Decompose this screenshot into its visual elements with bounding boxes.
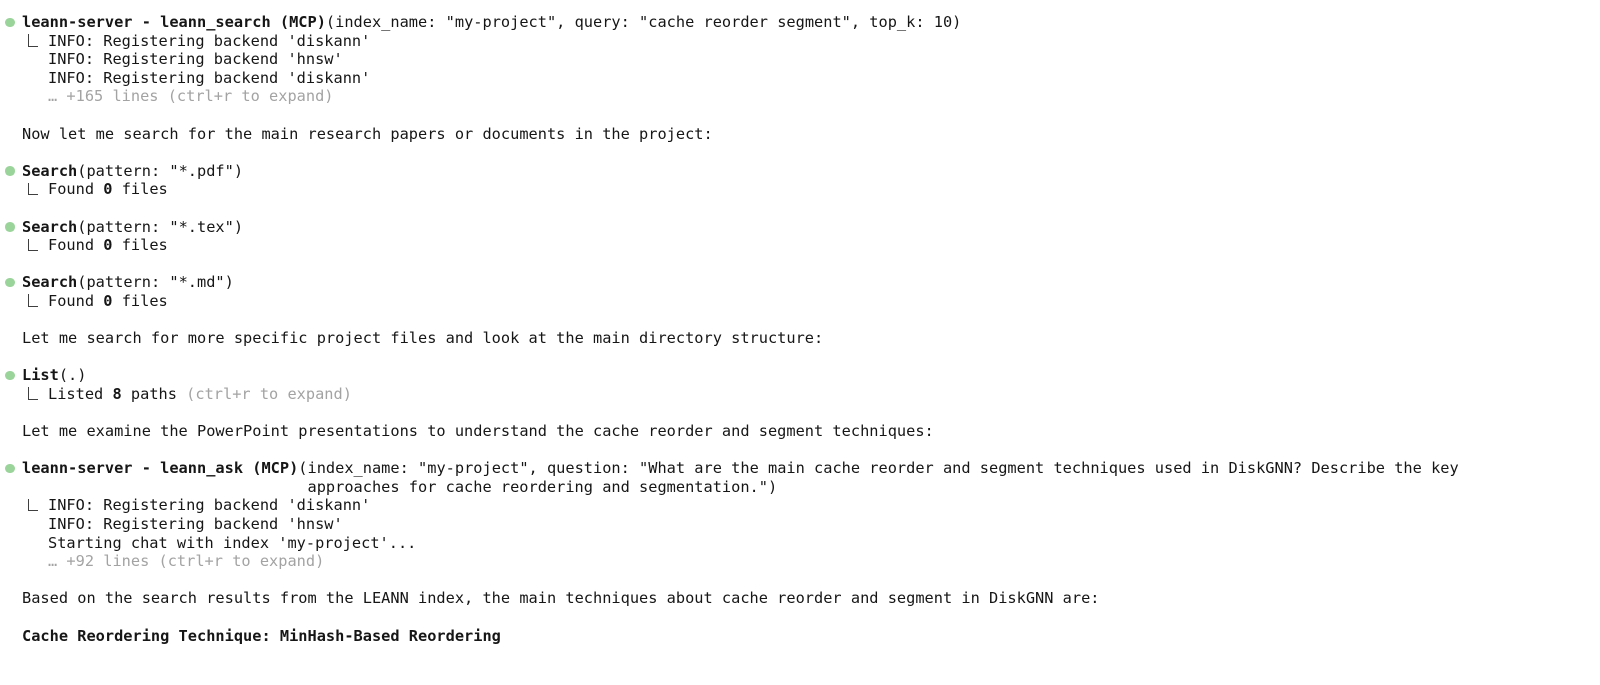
assistant-message	[22, 589, 1590, 608]
tool-header	[22, 13, 1590, 32]
tool-call-block	[22, 218, 1590, 255]
assistant-message-text: Let me search for more specific project files and look at the main directory structure:	[22, 329, 824, 348]
tool-header	[22, 459, 1590, 478]
assistant-message-text: Based on the search results from the LEANN index, the main techniques about cache reorder and segment in DiskGNN are:	[22, 589, 1100, 608]
text-segment: Found	[48, 180, 104, 199]
text-segment: INFO: Registering backend 'diskann'	[48, 31, 371, 50]
text-segment: files	[112, 180, 168, 199]
tool-status-icon	[5, 166, 15, 176]
assistant-message	[22, 329, 1590, 348]
tool-header	[22, 162, 1590, 181]
assistant-message-text: Let me examine the PowerPoint presentations to understand the cache reorder and segment techniques:	[22, 422, 934, 441]
text-segment: 0	[103, 180, 113, 199]
text-segment: Found	[48, 291, 104, 310]
expand-hint: (ctrl+r to expand)	[186, 384, 352, 403]
tool-name: Search	[22, 161, 78, 180]
text-segment: Starting chat with index 'my-project'...	[48, 533, 417, 552]
assistant-message	[22, 627, 1590, 646]
assistant-message	[22, 422, 1590, 441]
expand-hint: … +165 lines (ctrl+r to expand)	[48, 87, 334, 106]
tool-name: Search	[22, 217, 78, 236]
text-segment: Found	[48, 236, 104, 255]
tool-header	[22, 273, 1590, 292]
result-connector-icon	[28, 499, 38, 512]
tool-status-icon	[5, 371, 15, 381]
expand-hint: … +92 lines (ctrl+r to expand)	[48, 552, 325, 571]
result-connector-icon	[28, 34, 38, 47]
tool-result-line	[22, 496, 1590, 515]
tool-call-block	[22, 273, 1590, 310]
text-segment: files	[112, 291, 168, 310]
tool-status-icon	[5, 222, 15, 232]
tool-args: (index_name: "my-project", question: "What are the main cache reorder and segment techniques used in DiskGNN? Describe the key	[298, 459, 1459, 478]
tool-result-line	[22, 385, 1590, 404]
text-segment: INFO: Registering backend 'diskann'	[48, 496, 371, 515]
result-connector-icon	[28, 239, 38, 252]
tool-call-block	[22, 459, 1590, 571]
text-segment: Listed	[48, 384, 113, 403]
assistant-message-text: Cache Reordering Technique: MinHash-Based Reordering	[22, 626, 501, 645]
tool-status-icon	[5, 464, 15, 474]
tool-header	[22, 218, 1590, 237]
tool-args: (pattern: "*.tex")	[77, 217, 244, 236]
tool-args: (index_name: "my-project", query: "cache reorder segment", top_k: 10)	[325, 13, 962, 31]
tool-result-line	[22, 292, 1590, 311]
tool-args: (pattern: "*.md")	[77, 273, 234, 292]
tool-name: List	[22, 366, 59, 385]
assistant-message-text: Now let me search for the main research papers or documents in the project:	[22, 124, 713, 143]
tool-result-line	[22, 515, 1590, 534]
text-segment: 0	[103, 236, 113, 255]
tool-result-line	[22, 534, 1590, 553]
text-segment: 8	[112, 384, 122, 403]
tool-args: (.)	[58, 366, 87, 385]
tool-status-icon	[5, 18, 15, 28]
result-connector-icon	[28, 183, 38, 196]
tool-args: (pattern: "*.pdf")	[77, 161, 244, 180]
text-segment: INFO: Registering backend 'diskann'	[48, 68, 371, 87]
text-segment: files	[112, 236, 168, 255]
tool-name: leann-server - leann_ask (MCP)	[22, 459, 299, 478]
tool-call-block	[22, 13, 1590, 106]
text-segment: INFO: Registering backend 'hnsw'	[48, 50, 343, 69]
tool-result-line	[22, 87, 1590, 106]
tool-result-line	[22, 180, 1590, 199]
tool-result-line	[22, 69, 1590, 88]
tool-result-line	[22, 552, 1590, 571]
tool-result-line	[22, 236, 1590, 255]
tool-name: leann-server - leann_search (MCP)	[22, 13, 326, 31]
text-segment: INFO: Registering backend 'hnsw'	[48, 515, 343, 534]
result-connector-icon	[28, 294, 38, 307]
assistant-message	[22, 125, 1590, 144]
result-connector-icon	[28, 387, 38, 400]
text-segment: 0	[103, 291, 113, 310]
tool-header	[22, 366, 1590, 385]
tool-call-block	[22, 366, 1590, 403]
tool-call-block	[22, 162, 1590, 199]
tool-name: Search	[22, 273, 78, 292]
tool-result-line	[22, 32, 1590, 51]
tool-status-icon	[5, 278, 15, 288]
text-segment: paths	[121, 384, 187, 403]
tool-args-continuation: approaches for cache reordering and segmentation.")	[307, 477, 778, 496]
tool-result-line	[22, 50, 1590, 69]
